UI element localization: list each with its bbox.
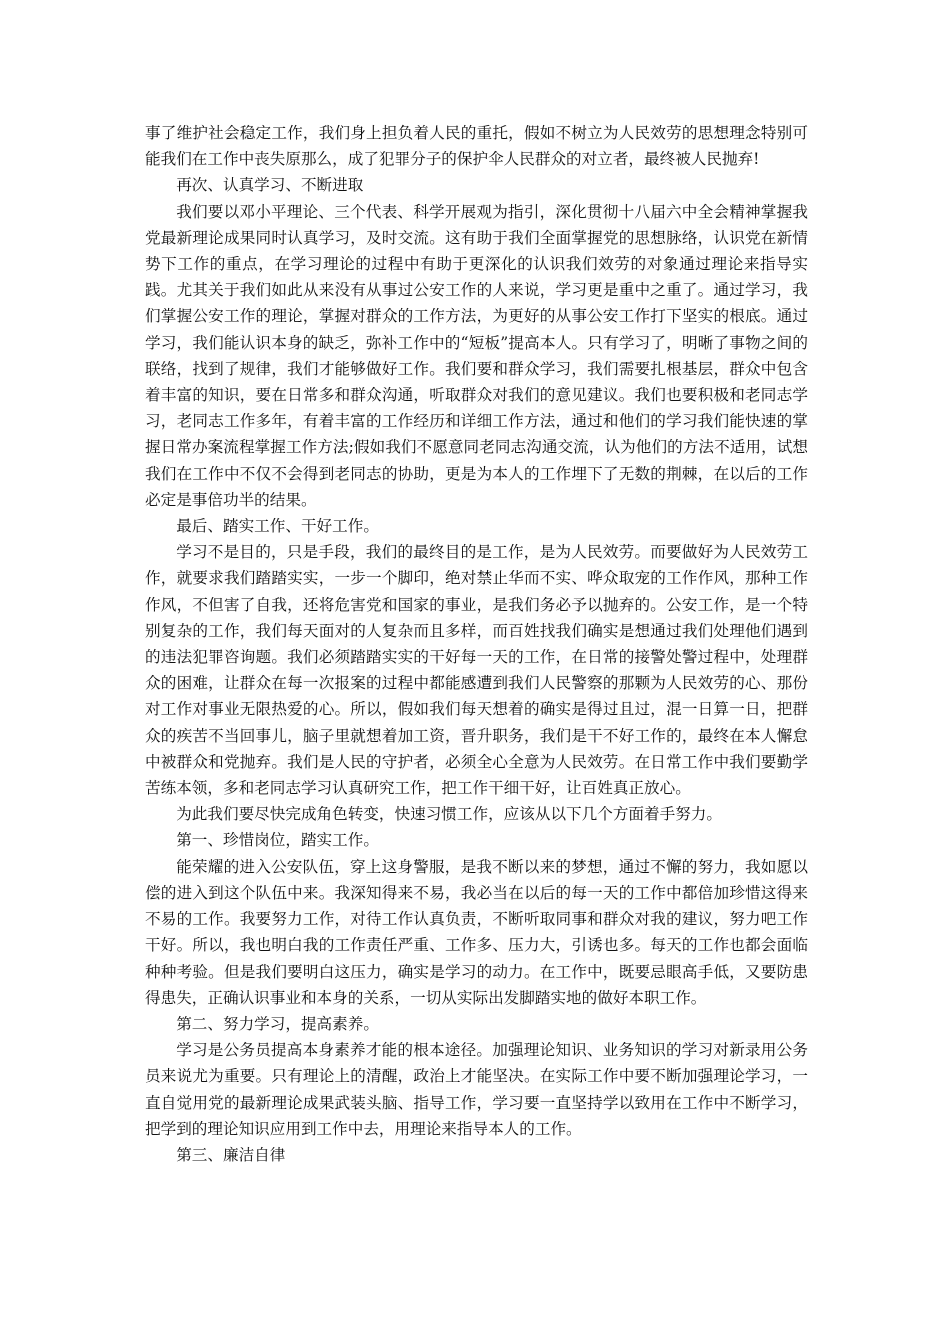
paragraph-continuation: 事了维护社会稳定工作，我们身上担负着人民的重托，假如不树立为人民效劳的思想理念特别可能我们在工作中丧失原那么，成了犯罪分子的保护伞人民群众的对立者，最终被人民抛弃! [145, 124, 808, 169]
section-heading-first: 第一、珍惜岗位，踏实工作。 [176, 831, 379, 850]
paragraph-first: 能荣耀的进入公安队伍，穿上这身警服，是我不断以来的梦想，通过不懈的努力，我如愿以偿的进入到这个队伍中来。我深知得来不易，我必当在以后的每一天的工作中都倍加珍惜这得来不易的工作。我要努力工作，对待工作认真负责，不断听取同事和群众对我的建议，努力吧工作干好。所以，我也明白我的工作责任严重、工作多、压力大，引诱也多。每天的工作也都会面临种种考验。但是我们要明白这压力，确实是学习的动力。在工作中，既要忌眼高手低，又要防患得患失，正确认识事业和本身的关系，一切从实际出发脚踏实地的做好本职工作。 [145, 857, 808, 1007]
paragraph-transition: 为此我们要尽快完成角色转变，快速习惯工作，应该从以下几个方面着手努力。 [176, 805, 722, 824]
document-page [145, 120, 808, 1168]
section-heading-work: 最后、踏实工作、干好工作。 [176, 517, 379, 536]
section-heading-second: 第二、努力学习，提高素养。 [176, 1014, 379, 1033]
paragraph-second: 学习是公务员提高本身素养才能的根本途径。加强理论知识、业务知识的学习对新录用公务员来说尤为重要。只有理论上的清醒，政治上才能坚决。在实际工作中要不断加强理论学习，一直自觉用党的最新理论成果武装头脑、指导工作，学习要一直坚持学以致用在工作中不断学习，把学到的理论知识应用到工作中去，用理论来指导本人的工作。 [145, 1041, 808, 1138]
paragraph-work: 学习不是目的，只是手段，我们的最终目的是工作，是为人民效劳。而要做好为人民效劳工作，就要求我们踏踏实实，一步一个脚印，绝对禁止华而不实、哗众取宠的工作作风，那种工作作风，不但害了自我，还将危害党和国家的事业，是我们务必予以抛弃的。公安工作，是一个特别复杂的工作，我们每天面对的人复杂而且多样，而百姓找我们确实是想通过我们处理他们遇到的违法犯罪咨询题。我们必须踏踏实实的干好每一天的工作，在日常的接警处警过程中，处理群众的困难，让群众在每一次报案的过程中都能感遭到我们人民警察的那颗为人民效劳的心、那份对工作对事业无限热爱的心。所以，假如我们每天想着的确实是得过且过，混一日算一日，把群众的疾苦不当回事儿，脑子里就想着加工资，晋升职务，我们是干不好工作的，最终在本人懈怠中被群众和党抛弃。我们是人民的守护者，必须全心全意为人民效劳。在日常工作中我们要勤学苦练本领，多和老同志学习认真研究工作，把工作干细干好，让百姓真正放心。 [145, 543, 808, 798]
paragraph-study: 我们要以邓小平理论、三个代表、科学开展观为指引，深化贯彻十八届六中全会精神掌握我党最新理论成果同时认真学习，及时交流。这有助于我们全面掌握党的思想脉络，认识党在新情势下工作的重点，在学习理论的过程中有助于更深化的认识我们效劳的对象通过理论来指导实践。尤其关于我们如此从来没有从事过公安工作的人来说，学习更是重中之重了。通过学习，我们掌握公安工作的理论，掌握对群众的工作方法，为更好的从事公安工作打下坚实的根底。通过学习，我们能认识本身的缺乏，弥补工作中的“短板”提高本人。只有学习了，明晰了事物之间的联络，找到了规律，我们才能够做好工作。我们要和群众学习，我们需要扎根基层，群众中包含着丰富的知识，要在日常多和群众沟通，听取群众对我们的意见建议。我们也要积极和老同志学习，老同志工作多年，有着丰富的工作经历和详细工作方法，通过和他们的学习我们能快速的掌握日常办案流程掌握工作方法;假如我们不愿意同老同志沟通交流，认为他们的方法不适用，试想我们在工作中不仅不会得到老同志的协助，更是为本人的工作埋下了无数的荆棘，在以后的工作必定是事倍功半的结果。 [145, 202, 808, 509]
section-heading-third: 第三、廉洁自律 [176, 1145, 286, 1164]
section-heading-study: 再次、认真学习、不断进取 [176, 176, 364, 195]
